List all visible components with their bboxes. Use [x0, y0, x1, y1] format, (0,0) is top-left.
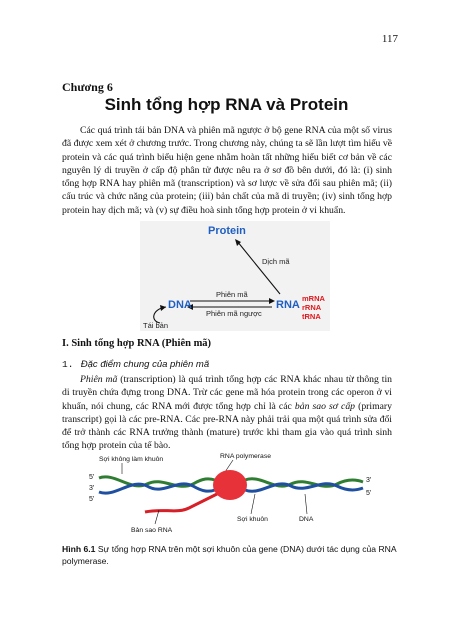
prime-5-right: 5': [366, 490, 372, 497]
non-template-strand-label: Sợi không làm khuôn: [99, 456, 164, 463]
rna-polymerase-shape: [213, 470, 247, 500]
protein-label: Protein: [208, 225, 246, 237]
subsection-title: Đặc điểm chung của phiên mã: [80, 359, 210, 370]
paragraph-text-1: (transcription) là quá trình tổng hợp các RNA khác nhau từ thông tin di truyền chứa đựng trong DNA. Trừ các gene mã hóa protein trong các operon ở vi khuẩn, nói chung, các RNA mới được tổng hợp chỉ là các: [62, 374, 392, 412]
section-paragraph: [62, 373, 392, 453]
term-transcription: Phiên mã: [80, 374, 118, 385]
prime-5-top: 5': [89, 474, 95, 481]
page-number: 117: [381, 33, 398, 45]
rna-polymerase-label: RNA polymerase: [220, 453, 271, 460]
dna-figure-label: DNA: [299, 516, 314, 523]
translation-label: Dịch mã: [262, 257, 290, 266]
figure-caption: [62, 544, 397, 567]
section-heading: I. Sinh tổng hợp RNA (Phiên mã): [62, 338, 212, 349]
chapter-title: Sinh tổng hợp RNA và Protein: [104, 95, 349, 114]
reverse-transcription-label: Phiên mã ngược: [206, 309, 262, 318]
term-primary-transcript: bản sao sơ cấp: [294, 400, 356, 412]
caption-label: Hình 6.1: [62, 544, 96, 554]
subsection-heading: [62, 359, 209, 370]
subsection-number: 1.: [62, 359, 74, 370]
replication-label: Tái bản: [143, 321, 169, 330]
mrna-label: mRNA: [302, 294, 325, 303]
prime-5-left: 5': [89, 496, 95, 503]
rna-label: RNA: [276, 299, 300, 311]
chapter-label: Chương 6: [62, 80, 113, 94]
caption-text: Sự tổng hợp RNA trên một sợi khuôn của gene (DNA) dưới tác dụng của RNA polymerase.: [62, 544, 397, 566]
transcription-figure: [85, 452, 375, 534]
intro-paragraph: Các quá trình tái bản DNA và phiên mã ngược ở bộ gene RNA của một số virus đã được xem xét ở chương trước. Trong chương này, chúng ta sẽ lần lượt tìm hiểu về protein và các quá trình biểu hiện gene nhằm hoàn tất những hiểu biết cơ bản về các nguyên lý di truyền ở cấp độ phân tử được nêu ra ở sơ đồ bên dưới, đó là: (i) sinh tổng hợp RNA hay phiên mã (transcription) và sơ lược về sửa đổi sau phiên mã; (ii) cấu trúc và chức năng của protein; (iii) bản chất của mã di truyền; (iv) sinh tổng hợp protein hay dịch mã; và (v) sự điều hoà sinh tổng hợp protein ở vi khuẩn.: [62, 125, 392, 216]
trna-label: tRNA: [302, 312, 321, 321]
central-dogma-diagram: [140, 221, 330, 331]
dna-label: DNA: [168, 299, 192, 311]
transcription-label: Phiên mã: [216, 290, 248, 299]
prime-3-left: 3': [89, 485, 95, 492]
paragraph-text-2: (primary transcript) gọi là các pre-RNA. Các pre-RNA này phải trải qua một quá trình sửa đổi để trở thành các RNA trưởng thành (mature) trước khi tham gia vào quá trình sinh tổng hợp protein của tế bào.: [62, 400, 392, 452]
rrna-label: rRNA: [302, 303, 322, 312]
prime-3-right: 3': [366, 477, 372, 484]
rna-copy-label: Bản sao RNA: [131, 527, 173, 534]
template-strand-label: Sợi khuôn: [237, 516, 268, 523]
